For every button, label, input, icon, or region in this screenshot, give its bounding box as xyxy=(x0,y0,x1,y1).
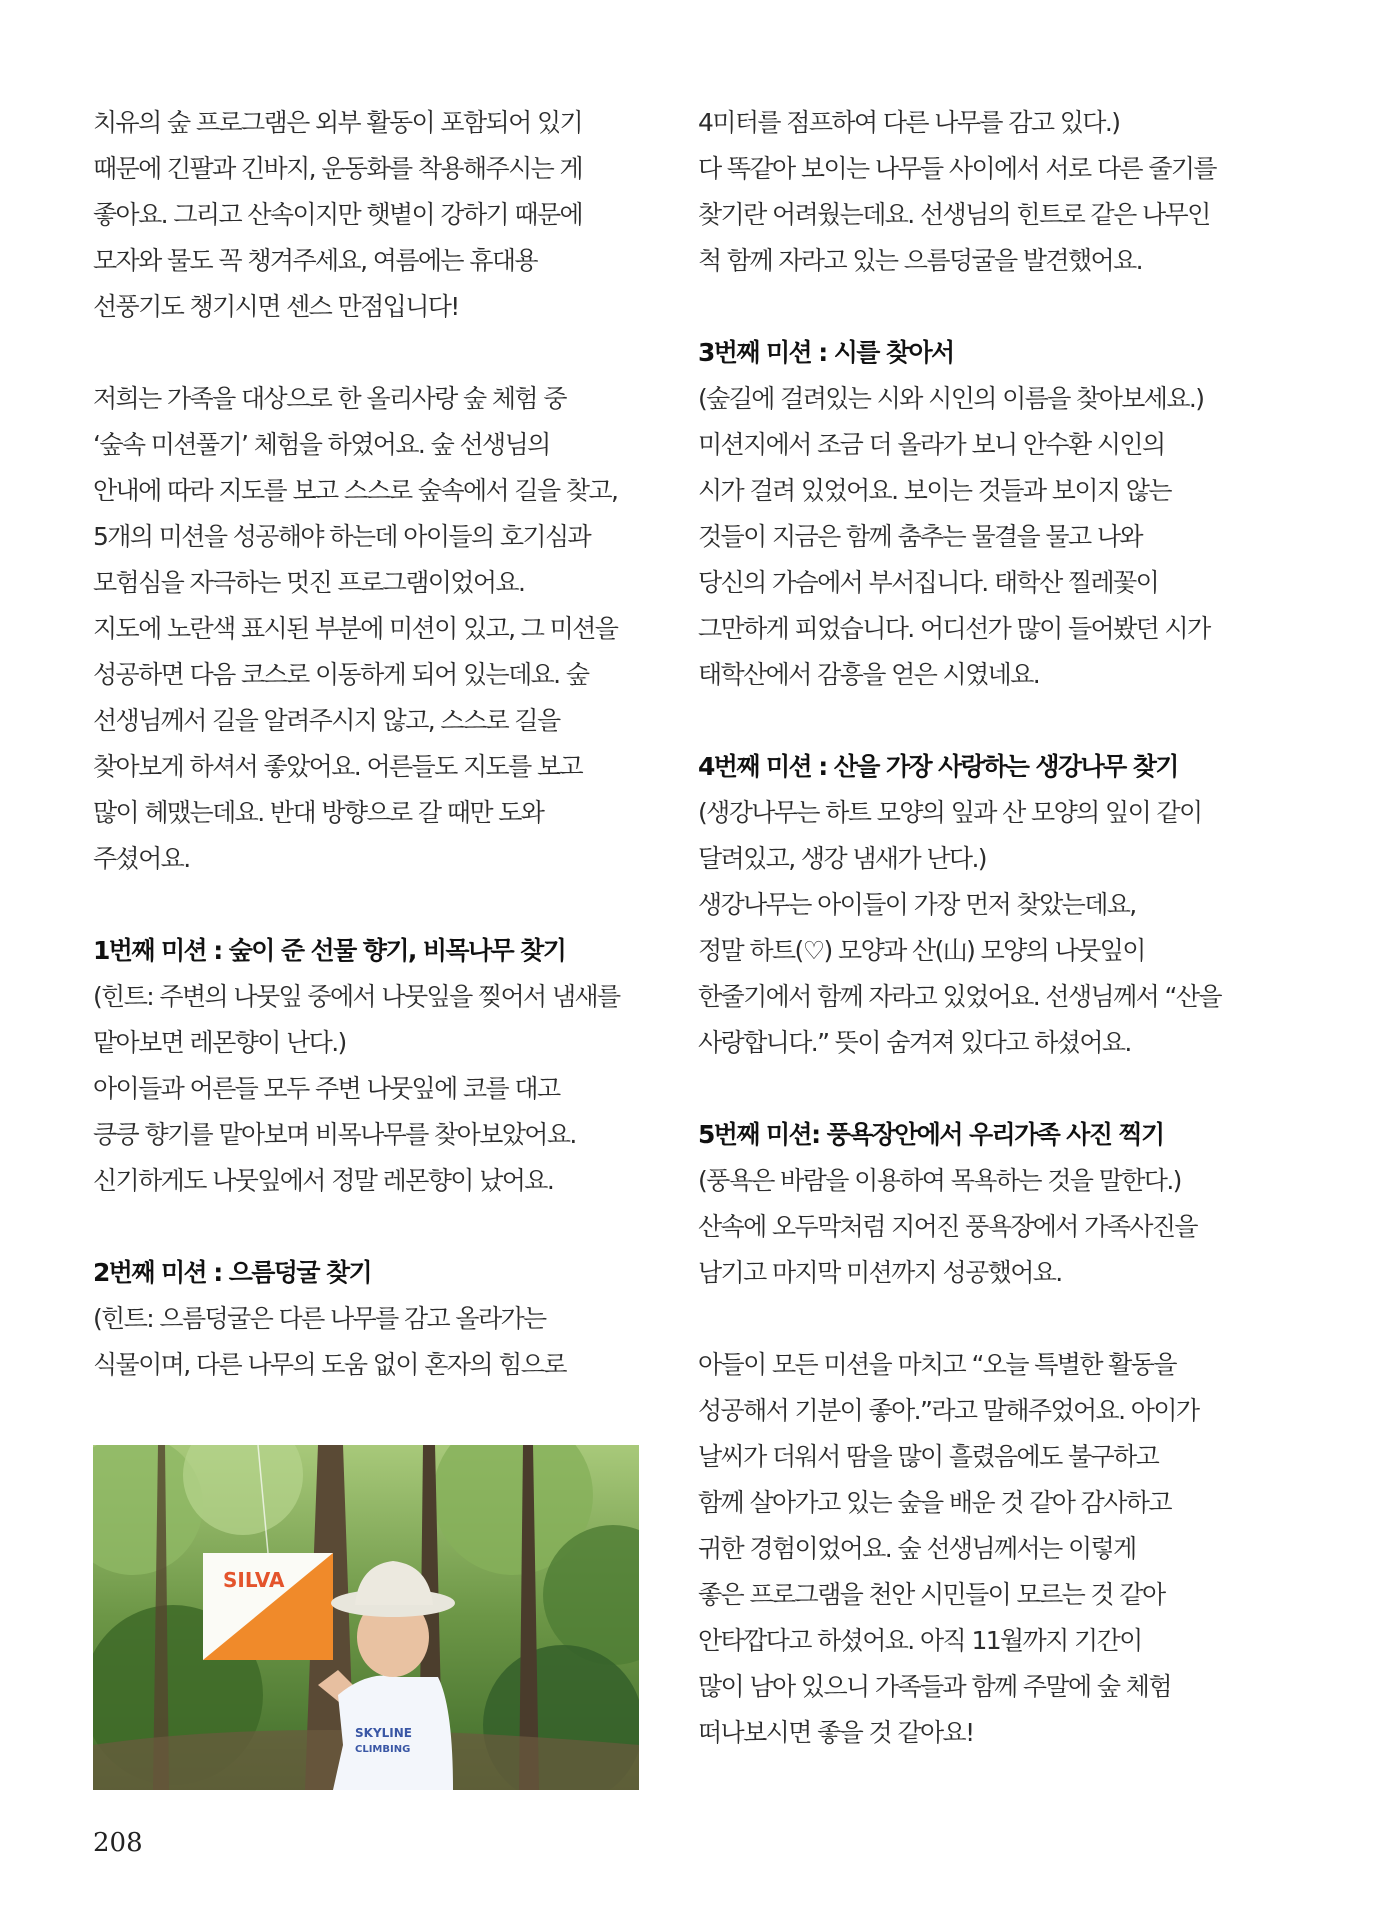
text-line: (풍욕은 바람을 이용하여 목욕하는 것을 말한다.) xyxy=(698,1166,1181,1195)
text-line: 때문에 긴팔과 긴바지, 운동화를 착용해주시는 게 xyxy=(93,154,583,183)
paragraph-gap xyxy=(93,330,653,376)
mission-heading: 3번째 미션 : 시를 찾아서 xyxy=(698,338,954,367)
forest-photo xyxy=(93,1445,639,1790)
text-line: 지도에 노란색 표시된 부분에 미션이 있고, 그 미션을 xyxy=(93,614,618,643)
text-line: 아이들과 어른들 모두 주변 나뭇잎에 코를 대고 xyxy=(93,1074,560,1103)
page-number: 208 xyxy=(93,1828,143,1858)
text-line: (숲길에 걸려있는 시와 시인의 이름을 찾아보세요.) xyxy=(698,384,1204,413)
text-line: 맡아보면 레몬향이 난다.) xyxy=(93,1028,346,1057)
text-line: 4미터를 점프하여 다른 나무를 감고 있다.) xyxy=(698,108,1120,137)
text-line: 사랑합니다.” 뜻이 숨겨져 있다고 하셨어요. xyxy=(698,1028,1131,1057)
text-line: 한줄기에서 함께 자라고 있었어요. 선생님께서 “산을 xyxy=(698,982,1221,1011)
text-line: 귀한 경험이었어요. 숲 선생님께서는 이렇게 xyxy=(698,1534,1136,1563)
text-line: 좋은 프로그램을 천안 시민들이 모르는 것 같아 xyxy=(698,1580,1165,1609)
text-line: 성공해서 기분이 좋아.”라고 말해주었어요. 아이가 xyxy=(698,1396,1199,1425)
paragraph-gap xyxy=(698,1066,1258,1112)
photo-illustration xyxy=(93,1445,639,1790)
paragraph-gap xyxy=(698,284,1258,330)
text-line: (생강나무는 하트 모양의 잎과 산 모양의 잎이 같이 xyxy=(698,798,1202,827)
text-line: 치유의 숲 프로그램은 외부 활동이 포함되어 있기 xyxy=(93,108,583,137)
left-column xyxy=(93,100,653,1388)
text-line: (힌트: 주변의 나뭇잎 중에서 나뭇잎을 찢어서 냄새를 xyxy=(93,982,620,1011)
paragraph-gap xyxy=(93,882,653,928)
text-line: 안타깝다고 하셨어요. 아직 11월까지 기간이 xyxy=(698,1626,1142,1655)
text-line: 것들이 지금은 함께 춤추는 물결을 물고 나와 xyxy=(698,522,1142,551)
text-line: 많이 남아 있으니 가족들과 함께 주말에 숲 체험 xyxy=(698,1672,1171,1701)
text-line: 선생님께서 길을 알려주시지 않고, 스스로 길을 xyxy=(93,706,560,735)
text-line: 5개의 미션을 성공해야 하는데 아이들의 호기심과 xyxy=(93,522,591,551)
text-line: 좋아요. 그리고 산속이지만 햇볕이 강하기 때문에 xyxy=(93,200,583,229)
text-line: 찾아보게 하셔서 좋았어요. 어른들도 지도를 보고 xyxy=(93,752,583,781)
text-line: 시가 걸려 있었어요. 보이는 것들과 보이지 않는 xyxy=(698,476,1171,505)
text-line: 떠나보시면 좋을 것 같아요! xyxy=(698,1718,974,1747)
mission-heading: 4번째 미션 : 산을 가장 사랑하는 생강나무 찾기 xyxy=(698,752,1178,781)
mission-heading: 5번째 미션: 풍욕장안에서 우리가족 사진 찍기 xyxy=(698,1120,1164,1149)
text-line: 저희는 가족을 대상으로 한 올리사랑 숲 체험 중 xyxy=(93,384,566,413)
text-line: 다 똑같아 보이는 나무들 사이에서 서로 다른 줄기를 xyxy=(698,154,1216,183)
text-line: 많이 헤맸는데요. 반대 방향으로 갈 때만 도와 xyxy=(93,798,544,827)
text-line: 안내에 따라 지도를 보고 스스로 숲속에서 길을 찾고, xyxy=(93,476,618,505)
text-line: 달려있고, 생강 냄새가 난다.) xyxy=(698,844,986,873)
mission-heading: 1번째 미션 : 숲이 준 선물 향기, 비목나무 찾기 xyxy=(93,936,566,965)
text-line: 당신의 가슴에서 부서집니다. 태학산 찔레꽃이 xyxy=(698,568,1159,597)
text-line: ‘숲속 미션풀기’ 체험을 하였어요. 숲 선생님의 xyxy=(93,430,550,459)
text-line: 남기고 마지막 미션까지 성공했어요. xyxy=(698,1258,1062,1287)
text-line: 찾기란 어려웠는데요. 선생님의 힌트로 같은 나무인 xyxy=(698,200,1210,229)
paragraph-gap xyxy=(93,1204,653,1250)
mission-heading: 2번째 미션 : 으름덩굴 찾기 xyxy=(93,1258,372,1287)
text-line: 태학산에서 감흥을 얻은 시였네요. xyxy=(698,660,1040,689)
text-line: 식물이며, 다른 나무의 도움 없이 혼자의 힘으로 xyxy=(93,1350,566,1379)
right-column xyxy=(698,100,1258,1756)
shirt-text-2: CLIMBING xyxy=(355,1744,411,1755)
text-line: 아들이 모든 미션을 마치고 “오늘 특별한 활동을 xyxy=(698,1350,1176,1379)
paragraph-gap xyxy=(698,698,1258,744)
text-line: 킁킁 향기를 맡아보며 비목나무를 찾아보았어요. xyxy=(93,1120,576,1149)
text-line: 모험심을 자극하는 멋진 프로그램이었어요. xyxy=(93,568,525,597)
text-line: 함께 살아가고 있는 숲을 배운 것 같아 감사하고 xyxy=(698,1488,1171,1517)
text-line: 정말 하트(♡) 모양과 산(山) 모양의 나뭇잎이 xyxy=(698,936,1145,965)
text-line: 생강나무는 아이들이 가장 먼저 찾았는데요, xyxy=(698,890,1136,919)
text-line: 날씨가 더워서 땀을 많이 흘렸음에도 불구하고 xyxy=(698,1442,1159,1471)
text-line: (힌트: 으름덩굴은 다른 나무를 감고 올라가는 xyxy=(93,1304,546,1333)
text-line: 척 함께 자라고 있는 으름덩굴을 발견했어요. xyxy=(698,246,1142,275)
text-line: 미션지에서 조금 더 올라가 보니 안수환 시인의 xyxy=(698,430,1165,459)
text-line: 모자와 물도 꼭 챙겨주세요, 여름에는 휴대용 xyxy=(93,246,537,275)
flag-brand: SILVA xyxy=(223,1568,285,1592)
text-line: 주셨어요. xyxy=(93,844,190,873)
text-line: 신기하게도 나뭇잎에서 정말 레몬향이 났어요. xyxy=(93,1166,554,1195)
shirt-text-1: SKYLINE xyxy=(355,1726,412,1740)
text-line: 산속에 오두막처럼 지어진 풍욕장에서 가족사진을 xyxy=(698,1212,1197,1241)
text-line: 선풍기도 챙기시면 센스 만점입니다! xyxy=(93,292,459,321)
text-line: 성공하면 다음 코스로 이동하게 되어 있는데요. 숲 xyxy=(93,660,589,689)
paragraph-gap xyxy=(698,1296,1258,1342)
text-line: 그만하게 피었습니다. 어디선가 많이 들어봤던 시가 xyxy=(698,614,1210,643)
